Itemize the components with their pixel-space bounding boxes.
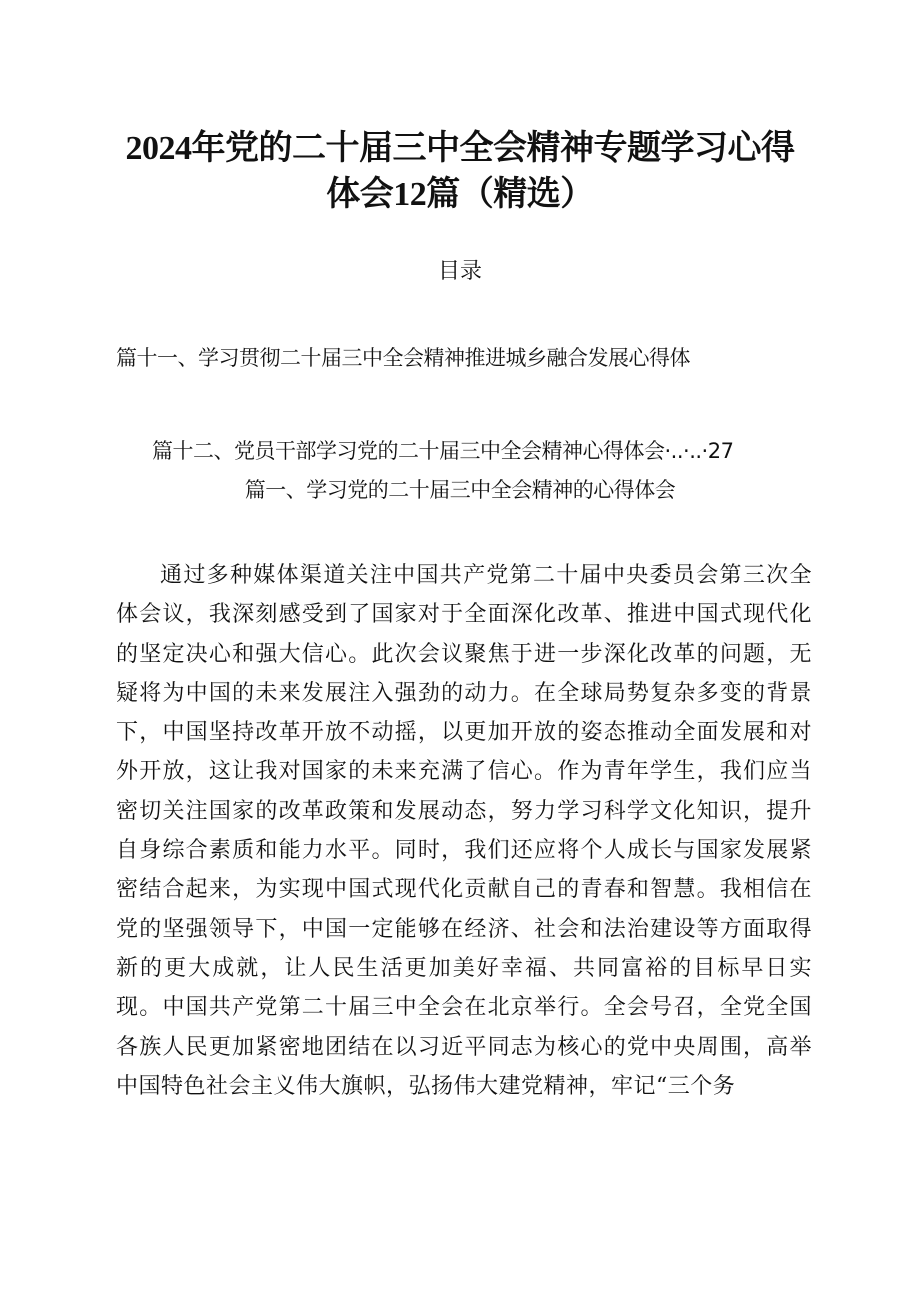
section-heading: 篇一、学习党的二十届三中全会精神的心得体会	[244, 478, 676, 502]
toc-item: 篇十二、党员干部学习党的二十届三中全会精神心得体会·..·..·27	[152, 439, 734, 463]
body-paragraph: 通过多种媒体渠道关注中国共产党第二十届中央委员会第三次全体会议，我深刻感受到了国家对于全面深化改革、推进中国式现代化的坚定决心和强大信心。此次会议聚焦于进一步深化改革的问题，无疑将为中国的未来发展注入强劲的动力。在全球局势复杂多变的背景下，中国坚持改革开放不动摇，以更加开放的姿态推动全面发展和对外开放，这让我对国家的未来充满了信心。作为青年学生，我们应当密切关注国家的改革政策和发展动态，努力学习科学文化知识，提升自身综合素质和能力水平。同时，我们还应将个人成长与国家发展紧密结合起来，为实现中国式现代化贡献自己的青春和智慧。我相信在党的坚强领导下，中国一定能够在经济、社会和法治建设等方面取得新的更大成就，让人民生活更加美好幸福、共同富裕的目标早日实现。中国共产党第二十届三中全会在北京举行。全会号召，全党全国各族人民更加紧密地团结在以习近平同志为核心的党中央周围，高举中国特色社会主义伟大旗帜，弘扬伟大建党精神，牢记“三个务	[116, 563, 812, 1099]
toc-item: 篇十一、学习贯彻二十届三中全会精神推进城乡融合发展心得体	[116, 346, 690, 370]
toc-heading: 目录	[437, 259, 482, 284]
document-title-line-2: 体会12篇（精选）	[326, 176, 594, 213]
document-title-line-1: 2024年党的二十届三中全会精神专题学习心得	[125, 130, 795, 167]
